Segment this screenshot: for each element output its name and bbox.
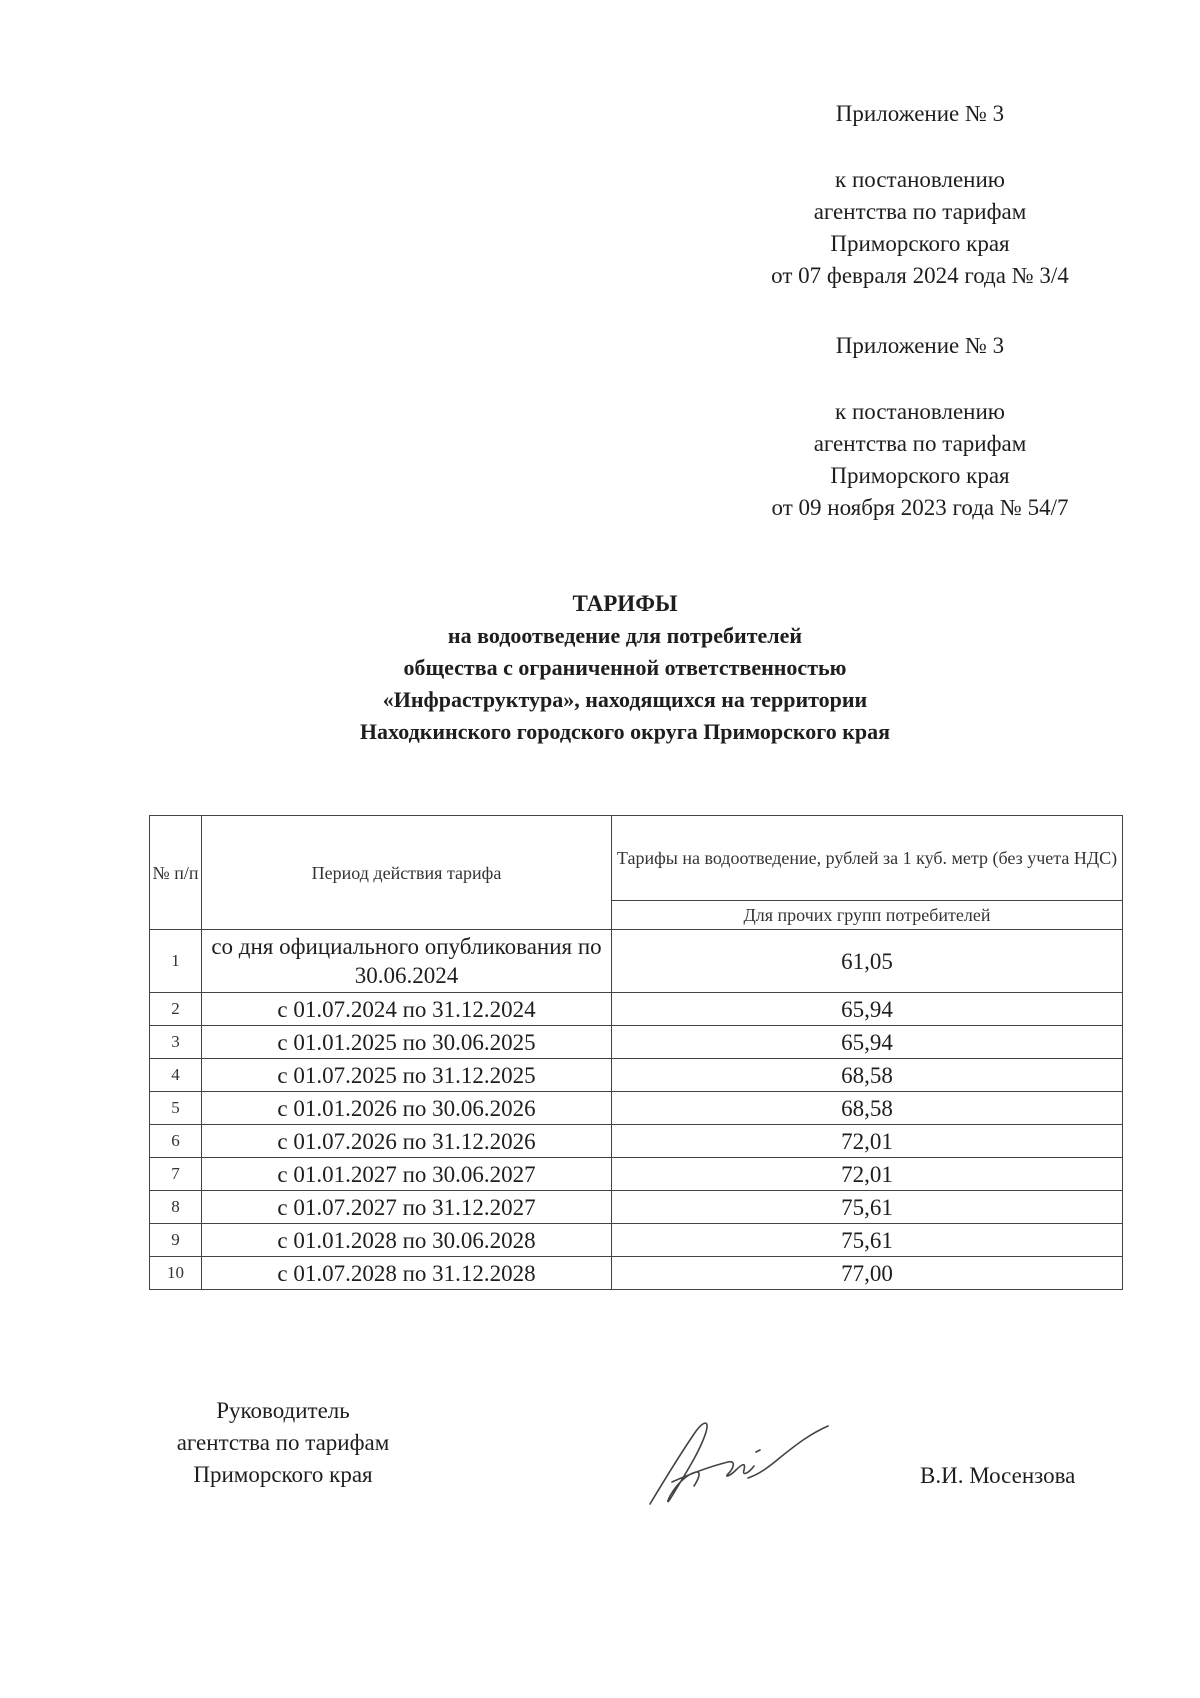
row-number: 10: [150, 1257, 202, 1290]
appendix-line: к постановлению: [835, 167, 1005, 192]
column-subheader-consumer-group: Для прочих групп потребителей: [612, 901, 1123, 930]
row-number: 1: [150, 930, 202, 993]
row-period: с 01.07.2027 по 31.12.2027: [202, 1191, 612, 1224]
row-period: с 01.01.2026 по 30.06.2026: [202, 1092, 612, 1125]
heading-line: Находкинского городского округа Приморского края: [359, 719, 891, 744]
document-title: ТАРИФЫ: [572, 591, 678, 616]
column-header-period: Период действия тарифа: [202, 816, 612, 930]
row-tariff-value: 61,05: [612, 930, 1123, 993]
column-header-tariff: Тарифы на водоотведение, рублей за 1 куб. метр (без учета НДС): [612, 816, 1123, 901]
appendix-title: Приложение № 3: [835, 101, 1005, 126]
signer-name: В.И. Мосензова: [920, 1463, 1076, 1488]
table-row: [150, 1125, 1123, 1158]
table-row: [150, 930, 1123, 993]
appendix-line: агентства по тарифам: [813, 431, 1027, 456]
row-number: 5: [150, 1092, 202, 1125]
row-period: с 01.07.2025 по 31.12.2025: [202, 1059, 612, 1092]
row-tariff-value: 72,01: [612, 1158, 1123, 1191]
table-row: [150, 1026, 1123, 1059]
row-period: с 01.01.2027 по 30.06.2027: [202, 1158, 612, 1191]
appendix-line: от 07 февраля 2024 года № 3/4: [771, 263, 1069, 288]
table-row: [150, 1257, 1123, 1290]
column-header-number: № п/п: [150, 816, 202, 930]
table-row: [150, 1191, 1123, 1224]
signer-position: [148, 1395, 418, 1491]
signer-position-line: Приморского края: [193, 1462, 373, 1487]
row-tariff-value: 77,00: [612, 1257, 1123, 1290]
row-number: 7: [150, 1158, 202, 1191]
table-row: [150, 1158, 1123, 1191]
signer-position-line: Руководитель: [216, 1398, 350, 1423]
row-tariff-value: 75,61: [612, 1191, 1123, 1224]
row-number: 3: [150, 1026, 202, 1059]
table-row: [150, 993, 1123, 1026]
table-row: [150, 1092, 1123, 1125]
row-number: 9: [150, 1224, 202, 1257]
row-number: 4: [150, 1059, 202, 1092]
heading-line: «Инфраструктура», находящихся на территории: [382, 687, 868, 712]
row-tariff-value: 75,61: [612, 1224, 1123, 1257]
table-row: [150, 1224, 1123, 1257]
handwritten-signature: [632, 1404, 832, 1514]
heading-line: общества с ограниченной ответственностью: [403, 655, 847, 680]
row-period: с 01.01.2028 по 30.06.2028: [202, 1224, 612, 1257]
appendix-header-current: [720, 98, 1120, 292]
heading-line: на водоотведение для потребителей: [447, 623, 803, 648]
appendix-title: Приложение № 3: [835, 333, 1005, 358]
row-period: с 01.07.2026 по 31.12.2026: [202, 1125, 612, 1158]
appendix-header-original: [720, 330, 1120, 524]
row-tariff-value: 72,01: [612, 1125, 1123, 1158]
row-tariff-value: 65,94: [612, 1026, 1123, 1059]
row-tariff-value: 68,58: [612, 1059, 1123, 1092]
row-period: с 01.01.2025 по 30.06.2025: [202, 1026, 612, 1059]
appendix-line: агентства по тарифам: [813, 199, 1027, 224]
row-tariff-value: 68,58: [612, 1092, 1123, 1125]
row-period: с 01.07.2028 по 31.12.2028: [202, 1257, 612, 1290]
row-period: со дня официального опубликования по 30.06.2024: [202, 930, 612, 993]
row-number: 6: [150, 1125, 202, 1158]
appendix-line: Приморского края: [830, 463, 1010, 488]
appendix-line: к постановлению: [835, 399, 1005, 424]
row-number: 8: [150, 1191, 202, 1224]
row-tariff-value: 65,94: [612, 993, 1123, 1026]
document-heading: [150, 588, 1100, 748]
table-row: [150, 1059, 1123, 1092]
row-number: 2: [150, 993, 202, 1026]
appendix-line: от 09 ноября 2023 года № 54/7: [771, 495, 1069, 520]
signer-position-line: агентства по тарифам: [176, 1430, 390, 1455]
tariff-table: [149, 815, 1123, 1290]
appendix-line: Приморского края: [830, 231, 1010, 256]
row-period: с 01.07.2024 по 31.12.2024: [202, 993, 612, 1026]
